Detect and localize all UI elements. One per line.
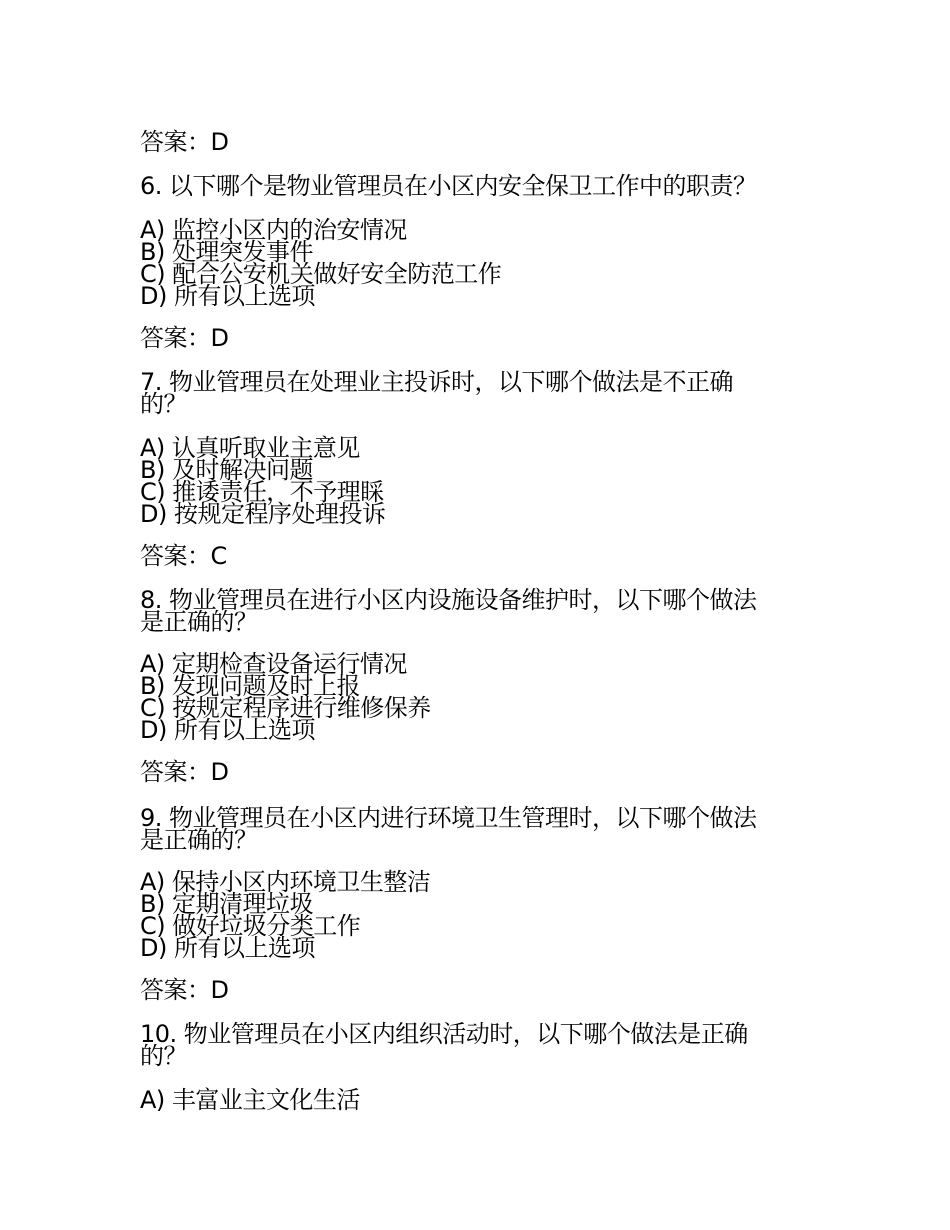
question-9-text-line-2: 是正确的？ <box>140 826 258 854</box>
question-9-text-line-1: 9. 物业管理员在小区内进行环境卫生管理时，以下哪个做法 <box>140 804 757 832</box>
question-9-option-a: A) 保持小区内环境卫生整洁 <box>140 868 431 896</box>
question-10-text-line-1: 10. 物业管理员在小区内组织活动时，以下哪个做法是正确 <box>140 1020 748 1048</box>
question-6-option-b: B) 处理突发事件 <box>140 238 313 266</box>
question-9-option-c: C) 做好垃圾分类工作 <box>140 912 361 940</box>
question-7-text-line-2: 的？ <box>140 390 187 418</box>
question-7-text-line-1: 7. 物业管理员在处理业主投诉时，以下哪个做法是不正确 <box>140 368 734 396</box>
question-10-text-line-2: 的？ <box>140 1042 187 1070</box>
question-8-option-b: B) 发现问题及时上报 <box>140 672 360 700</box>
question-10-option-a: A) 丰富业主文化生活 <box>140 1086 360 1114</box>
question-8-option-c: C) 按规定程序进行维修保养 <box>140 694 431 722</box>
question-8-option-a: A) 定期检查设备运行情况 <box>140 650 407 678</box>
answer-text: 答案：D <box>140 128 229 156</box>
question-6-option-c: C) 配合公安机关做好安全防范工作 <box>140 260 502 288</box>
question-7-answer: 答案：C <box>140 542 227 570</box>
question-7-option-d: D) 按规定程序处理投诉 <box>140 500 386 528</box>
question-8-answer: 答案：D <box>140 758 229 786</box>
question-8-text-line-2: 是正确的？ <box>140 608 258 636</box>
question-8-option-d: D) 所有以上选项 <box>140 716 315 744</box>
question-9-answer: 答案：D <box>140 976 229 1004</box>
question-6-option-a: A) 监控小区内的治安情况 <box>140 216 407 244</box>
question-6-text: 6. 以下哪个是物业管理员在小区内安全保卫工作中的职责？ <box>140 172 757 200</box>
question-6-answer: 答案：D <box>140 324 229 352</box>
question-7-option-b: B) 及时解决问题 <box>140 456 313 484</box>
question-6-option-d: D) 所有以上选项 <box>140 282 315 310</box>
question-9-option-b: B) 定期清理垃圾 <box>140 890 313 918</box>
question-7-option-a: A) 认真听取业主意见 <box>140 434 360 462</box>
question-8-text-line-1: 8. 物业管理员在进行小区内设施设备维护时，以下哪个做法 <box>140 586 757 614</box>
question-9-option-d: D) 所有以上选项 <box>140 934 315 962</box>
question-7-option-c: C) 推诿责任，不予理睬 <box>140 478 384 506</box>
